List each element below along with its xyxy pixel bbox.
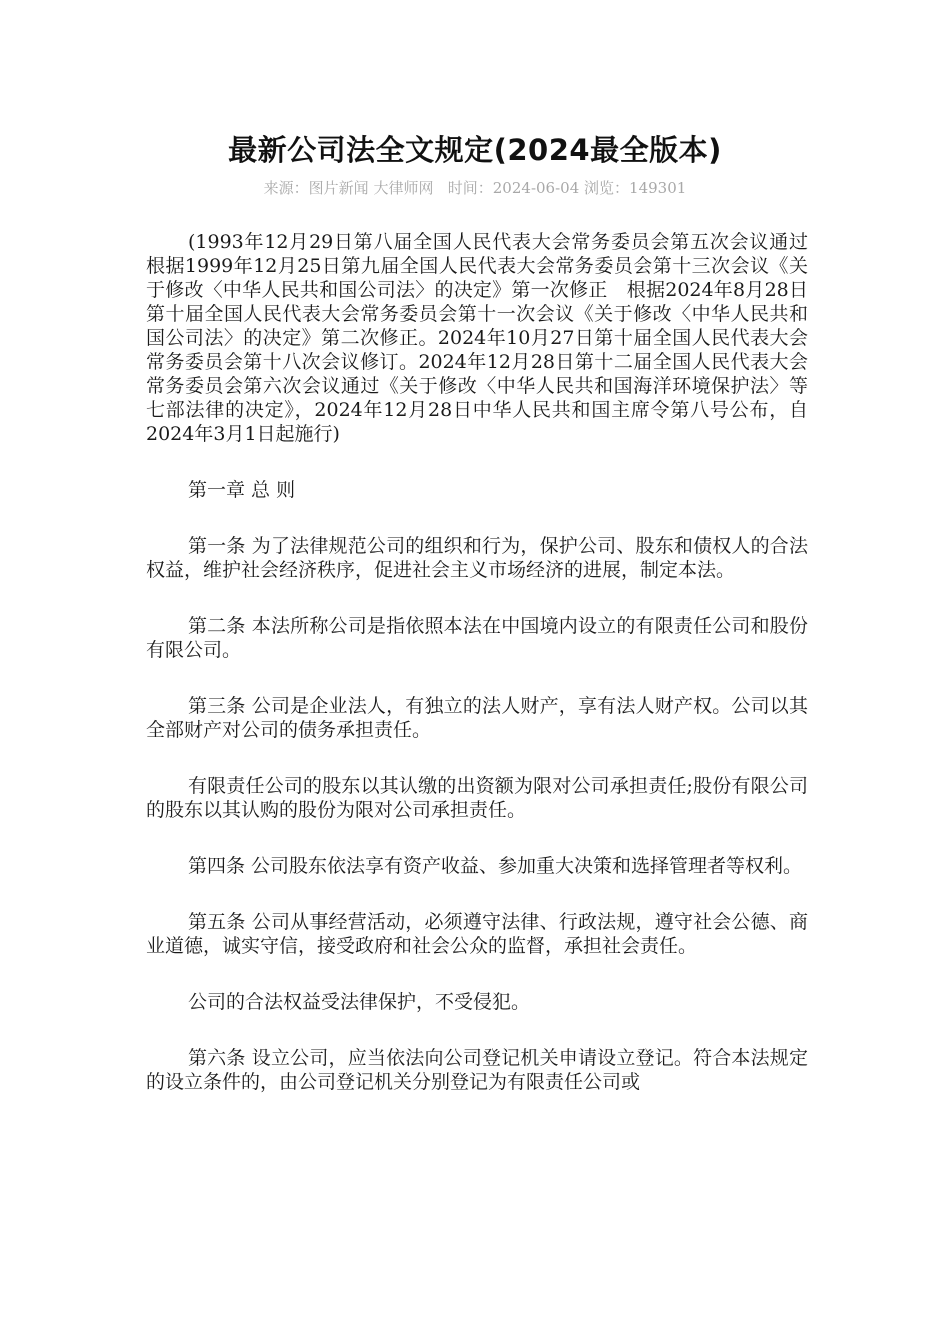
preamble-paragraph: (1993年12月29日第八届全国人民代表大会常务委员会第五次会议通过 根据1999年12月25日第九届全国人民代表大会常务委员会第十三次会议《关于修改〈中华人民共和国公司法〉的决定》第一次修正 根据2024年8月28日第十届全国人民代表大会常务委员会第十一次会议《关于修改〈中华人民共和国公司法〉的决定》第二次修正。2024年10月27日第十届全国人民代表大会常务委员会第十八次会议修订。2024年12月28日第十二届全国人民代表大会常务委员会第六次会议通过《关于修改〈中华人民共和国海洋环境保护法〉等七部法律的决定》，2024年12月28日中华人民共和国主席令第八号公布，自2024年3月1日起施行) [146,231,828,445]
meta-views: 浏览：149301 [584,179,687,197]
meta-source: 来源：图片新闻 大律师网 [263,179,434,197]
meta-time: 时间：2024-06-04 [447,179,580,197]
article-paragraph: 第一条 为了法律规范公司的组织和行为，保护公司、股东和债权人的合法权益，维护社会经济秩序，促进社会主义市场经济的进展，制定本法。 [146,535,808,581]
article-paragraph: 第二条 本法所称公司是指依照本法在中国境内设立的有限责任公司和股份有限公司。 [146,615,808,661]
article-paragraph: 第三条 公司是企业法人，有独立的法人财产，享有法人财产权。公司以其全部财产对公司的债务承担责任。 [146,695,808,741]
document-meta [0,177,950,198]
document-title: 最新公司法全文规定(2024最全版本) [228,133,722,167]
article-paragraph: 有限责任公司的股东以其认缴的出资额为限对公司承担责任;股份有限公司的股东以其认购的股份为限对公司承担责任。 [146,775,808,821]
document-body [146,230,828,1126]
article-paragraph: 第六条 设立公司，应当依法向公司登记机关申请设立登记。符合本法规定的设立条件的，由公司登记机关分别登记为有限责任公司或 [146,1047,808,1093]
article-paragraph: 第五条 公司从事经营活动，必须遵守法律、行政法规，遵守社会公德、商业道德，诚实守信，接受政府和社会公众的监督，承担社会责任。 [146,911,808,957]
chapter-heading: 第一章 总 则 [188,479,296,501]
article-paragraph: 第四条 公司股东依法享有资产收益、参加重大决策和选择管理者等权利。 [188,855,803,877]
article-paragraph: 公司的合法权益受法律保护，不受侵犯。 [188,991,531,1013]
